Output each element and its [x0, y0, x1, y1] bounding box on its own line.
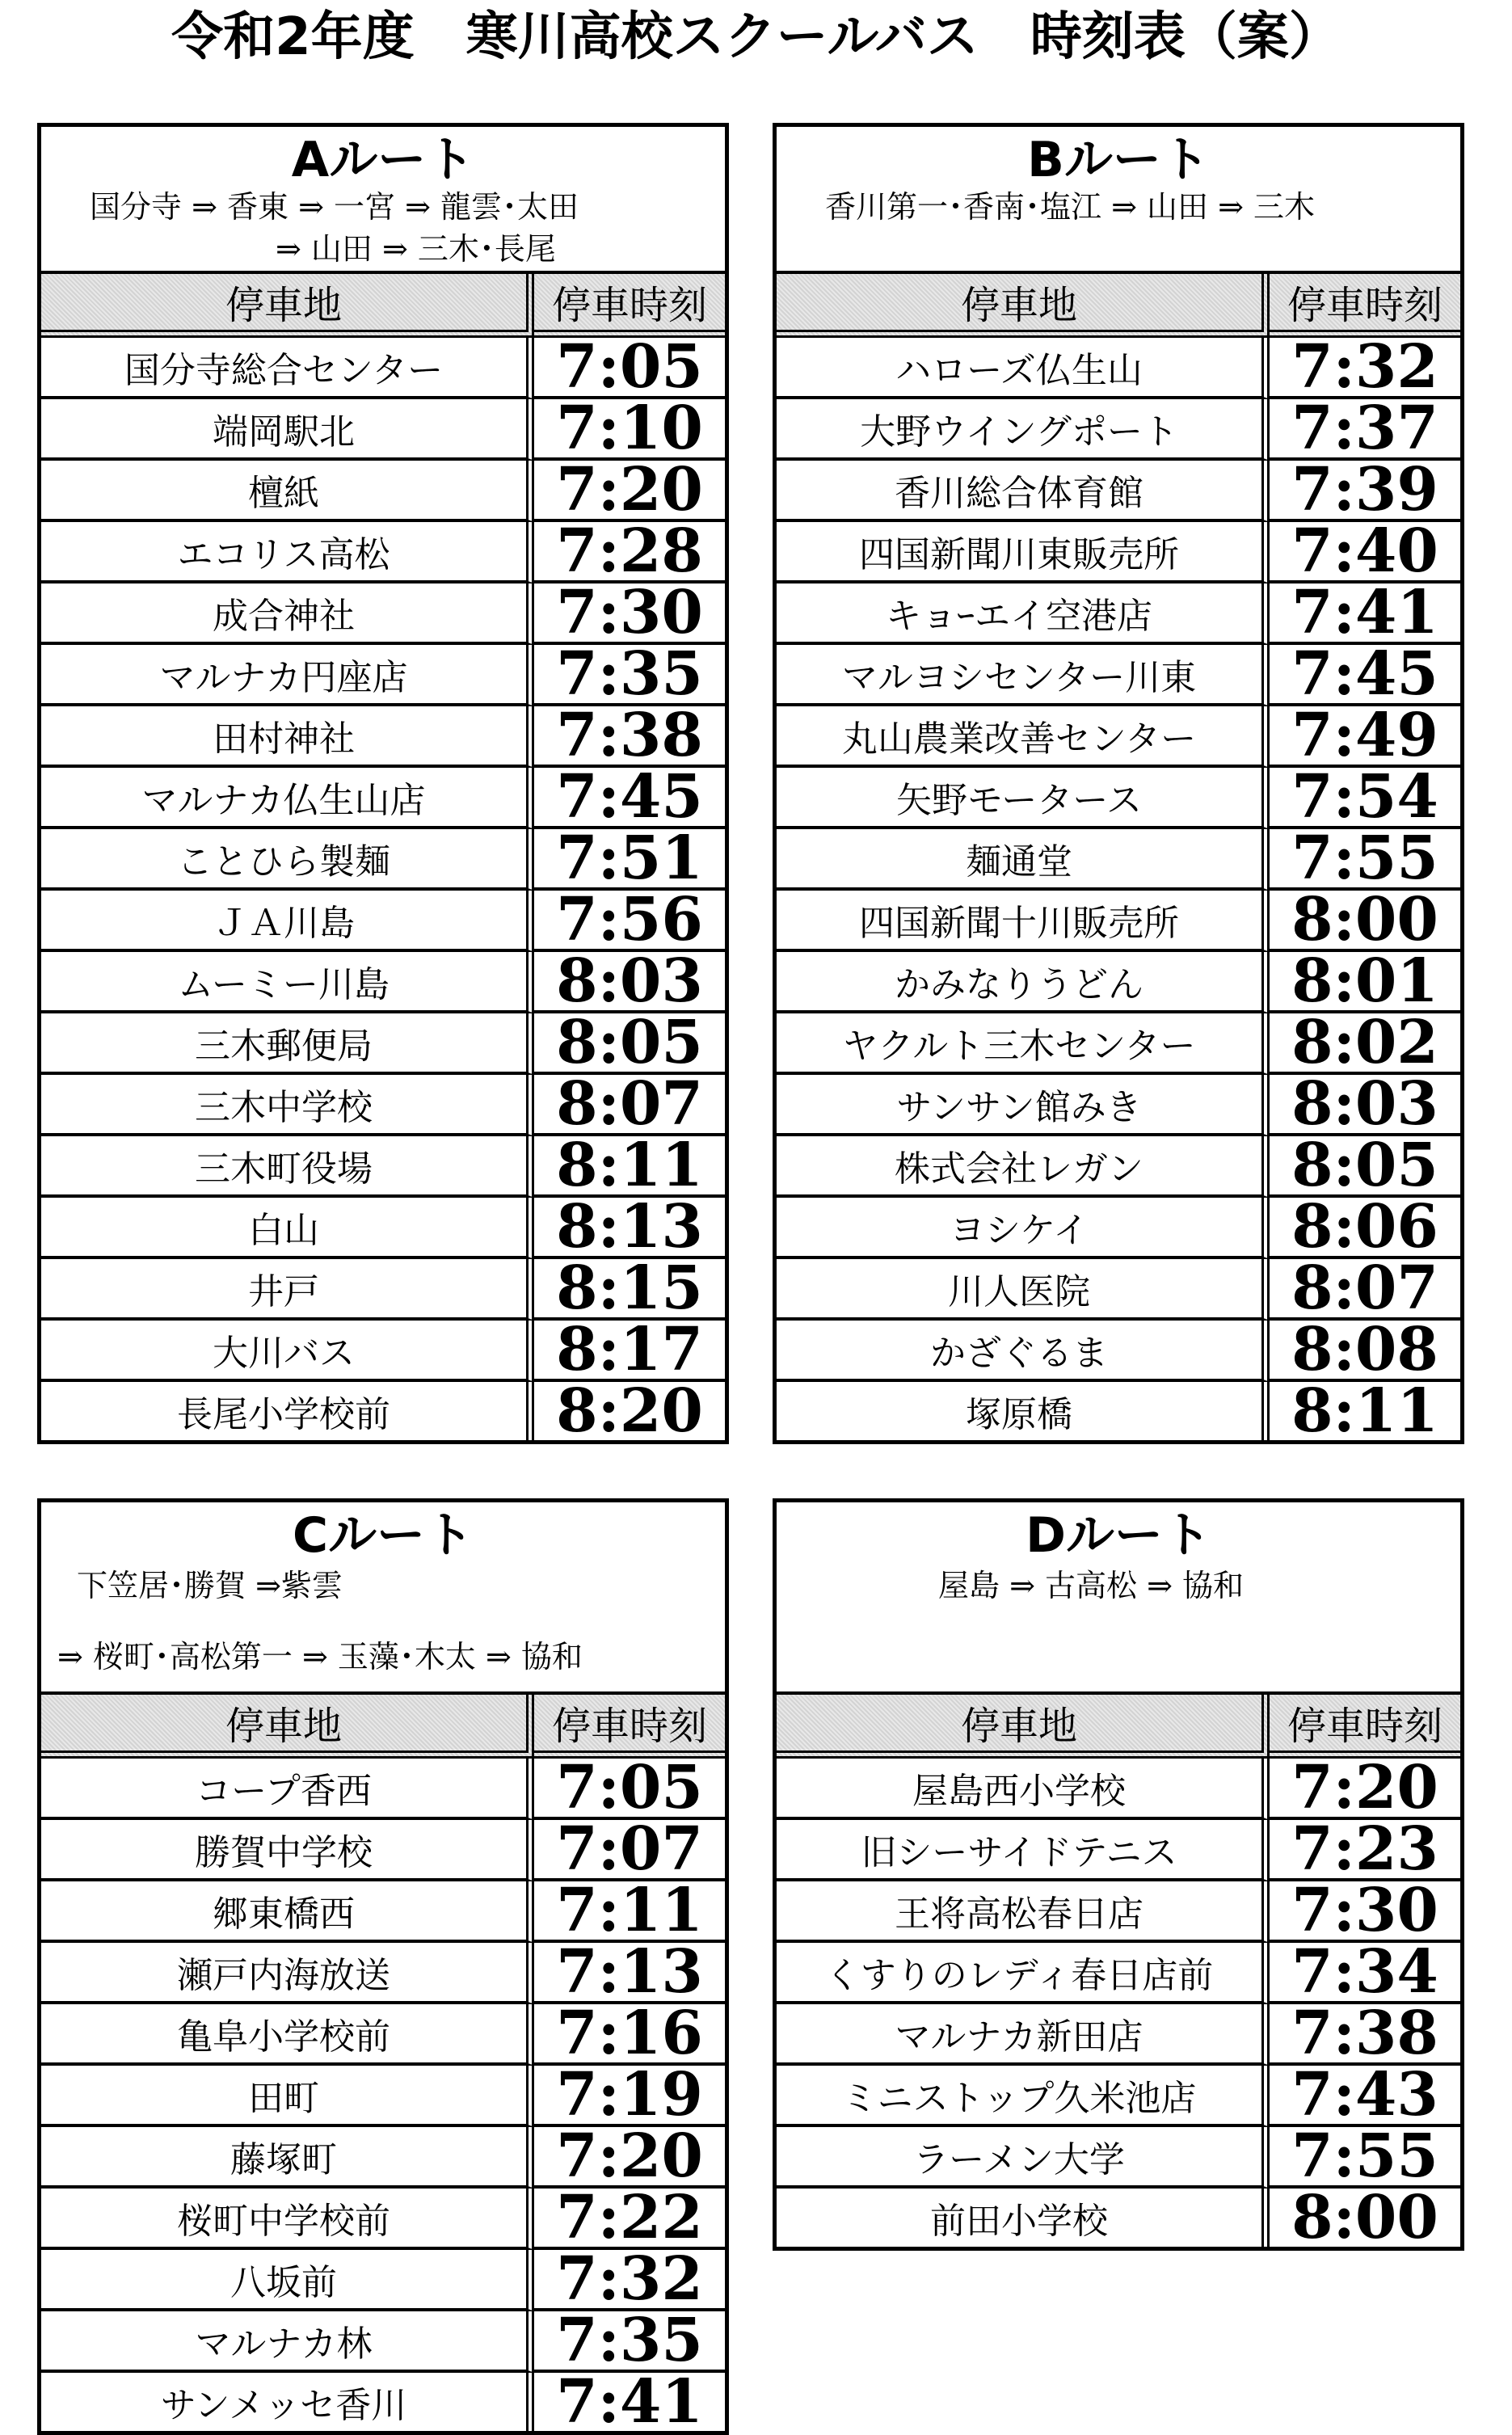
table-row: [41, 338, 725, 399]
stop-name: 大野ウイングポート: [777, 399, 1270, 461]
stop-name: ことひら製麺: [41, 829, 534, 891]
table-row: [777, 1075, 1460, 1136]
table-row: [777, 2127, 1460, 2189]
stop-time: 7:38: [1270, 2004, 1460, 2066]
table-row: [41, 768, 725, 829]
table-row: [777, 1382, 1460, 1440]
stop-time: 8:00: [1291, 2189, 1438, 2247]
stop-time: 7:22: [534, 2189, 725, 2250]
stop-time: 7:07: [534, 1820, 725, 1881]
table-row: [777, 461, 1460, 522]
stop-time: 8:13: [534, 1198, 725, 1259]
stop-name: 三木郵便局: [41, 1013, 534, 1075]
time-column-header: 停車時刻: [534, 1695, 725, 1759]
table-row: [777, 1820, 1460, 1881]
stop-time: 8:11: [534, 1136, 725, 1198]
table-row: [777, 952, 1460, 1013]
table-row: [41, 1943, 725, 2004]
stop-name: 田村神社: [41, 706, 534, 768]
table-row: [777, 1759, 1460, 1820]
stop-name: ハローズ仏生山: [777, 338, 1270, 399]
table-row: [777, 706, 1460, 768]
stop-name: キョｰエイ空港店: [777, 583, 1270, 645]
stop-time: 7:20: [1270, 1759, 1460, 1820]
stop-name: 檀紙: [41, 461, 534, 522]
stop-time: 7:55: [1270, 829, 1460, 891]
route-d-panel: [773, 1498, 1464, 2251]
stop-name: 四国新聞十川販売所: [777, 891, 1270, 952]
stop-name: 長尾小学校前: [41, 1382, 534, 1440]
stop-name: ＪＡ川島: [41, 891, 534, 952]
stop-name: 成合神社: [41, 583, 534, 645]
table-row: [41, 1321, 725, 1382]
stop-time: 7:37: [1270, 399, 1460, 461]
stop-time: 7:41: [1270, 583, 1460, 645]
stop-time: 7:54: [1270, 768, 1460, 829]
stop-name: かざぐるま: [777, 1321, 1270, 1382]
stop-name: くすりのレディ春日店前: [777, 1943, 1270, 2004]
stop-time: 8:08: [1270, 1321, 1460, 1382]
stop-time: 8:11: [1291, 1382, 1438, 1440]
stop-name: 矢野モータース: [777, 768, 1270, 829]
stop-time: 7:16: [534, 2004, 725, 2066]
stop-time: 7:45: [1270, 645, 1460, 706]
table-row: [41, 2004, 725, 2066]
stop-time: 8:02: [1270, 1013, 1460, 1075]
table-row: [41, 645, 725, 706]
stop-time: 8:06: [1270, 1198, 1460, 1259]
route-c-header: [41, 1502, 725, 1695]
time-column-header: 停車時刻: [534, 274, 725, 338]
table-row: [41, 1075, 725, 1136]
stop-column-header: 停車地: [777, 274, 1270, 338]
table-row: [41, 1198, 725, 1259]
stop-time: 7:49: [1270, 706, 1460, 768]
route-b-name: Bルート: [1027, 132, 1210, 188]
route-b-header: [777, 127, 1460, 274]
table-row: [41, 952, 725, 1013]
stop-column-header: 停車地: [41, 1695, 534, 1759]
table-row: [777, 1943, 1460, 2004]
route-d-path-line1: 屋島 ⇒ 古高松 ⇒ 協和: [938, 1568, 1244, 1603]
stop-name: 塚原橋: [777, 1382, 1270, 1440]
table-row: [41, 1136, 725, 1198]
table-row: [777, 768, 1460, 829]
table-row: [41, 891, 725, 952]
stop-time: 7:34: [1270, 1943, 1460, 2004]
stop-time: 8:20: [556, 1382, 703, 1440]
route-b-path-line1: 香川第一･香南･塩江 ⇒ 山田 ⇒ 三木: [825, 189, 1315, 225]
route-b-panel: [773, 123, 1464, 1444]
stop-name: マルナカ仏生山店: [41, 768, 534, 829]
stop-time: 7:55: [1270, 2127, 1460, 2189]
stop-time: 7:13: [534, 1943, 725, 2004]
stop-name: 大川バス: [41, 1321, 534, 1382]
table-row: [41, 2066, 725, 2127]
route-c-name: Cルート: [292, 1507, 474, 1564]
stop-time: 7:43: [1270, 2066, 1460, 2127]
stop-time: 7:05: [534, 1759, 725, 1820]
stop-time: 7:28: [534, 522, 725, 583]
stop-name: 端岡駅北: [41, 399, 534, 461]
table-row: [777, 645, 1460, 706]
stop-time: 7:30: [1270, 1881, 1460, 1943]
route-a-timetable: [41, 274, 725, 1440]
stop-time: 7:23: [1270, 1820, 1460, 1881]
route-c-path-line1: 下笠居･勝賀 ⇒紫雲: [77, 1568, 343, 1603]
stop-name: 郷東橋西: [41, 1881, 534, 1943]
table-row: [777, 2066, 1460, 2127]
stop-time: 7:32: [534, 2250, 725, 2311]
stop-name: コープ香西: [41, 1759, 534, 1820]
stop-column-header: 停車地: [777, 1695, 1270, 1759]
stop-name: サンメッセ香川: [41, 2373, 534, 2431]
route-a-name: Aルート: [291, 132, 475, 188]
table-row: [777, 399, 1460, 461]
table-row: [41, 1881, 725, 1943]
stop-name: マルナカ新田店: [777, 2004, 1270, 2066]
page-title: 令和2年度 寒川高校スクールバス 時刻表（案）: [171, 7, 1341, 67]
stop-time: 7:05: [534, 338, 725, 399]
stop-time: 7:41: [556, 2373, 703, 2431]
table-row: [41, 2189, 725, 2250]
table-row: [41, 1759, 725, 1820]
stop-name: マルナカ林: [41, 2311, 534, 2373]
stop-name: 株式会社レガン: [777, 1136, 1270, 1198]
stop-time: 8:17: [534, 1321, 725, 1382]
stop-time: 7:51: [534, 829, 725, 891]
stop-time: 8:05: [1270, 1136, 1460, 1198]
route-c-path-line2: ⇒ 桜町･高松第一 ⇒ 玉藻･木太 ⇒ 協和: [57, 1639, 583, 1675]
stop-name: 丸山農業改善センター: [777, 706, 1270, 768]
stop-name: ムーミー川島: [41, 952, 534, 1013]
table-row: [777, 583, 1460, 645]
time-column-header: 停車時刻: [1270, 274, 1460, 338]
table-row: [777, 1198, 1460, 1259]
stop-time: 8:00: [1270, 891, 1460, 952]
stop-time: 7:10: [534, 399, 725, 461]
table-row: [41, 829, 725, 891]
stop-time: 7:39: [1270, 461, 1460, 522]
stop-name: エコリス高松: [41, 522, 534, 583]
route-d-name: Dルート: [1026, 1507, 1211, 1564]
table-row: [777, 522, 1460, 583]
table-row: [41, 583, 725, 645]
stop-name: 藤塚町: [41, 2127, 534, 2189]
stop-name: ラーメン大学: [777, 2127, 1270, 2189]
stop-time: 7:19: [534, 2066, 725, 2127]
route-b-timetable: [777, 274, 1460, 1440]
route-c-panel: [37, 1498, 729, 2435]
table-row: [41, 1820, 725, 1881]
stop-name: 亀阜小学校前: [41, 2004, 534, 2066]
stop-time: 7:35: [534, 645, 725, 706]
table-row: [777, 1321, 1460, 1382]
stop-name: 王将高松春日店: [777, 1881, 1270, 1943]
stop-name: かみなりうどん: [777, 952, 1270, 1013]
route-a-header: [41, 127, 725, 274]
stop-name: ヨシケイ: [777, 1198, 1270, 1259]
stop-name: 白山: [41, 1198, 534, 1259]
stop-name: サンサン館みき: [777, 1075, 1270, 1136]
stop-name: マルヨシセンター川東: [777, 645, 1270, 706]
table-row: [41, 461, 725, 522]
route-a-path-line1: 国分寺 ⇒ 香東 ⇒ 一宮 ⇒ 龍雲･太田: [90, 189, 579, 225]
table-row: [777, 891, 1460, 952]
stop-name: 田町: [41, 2066, 534, 2127]
stop-name: 三木町役場: [41, 1136, 534, 1198]
stop-time: 7:32: [1270, 338, 1460, 399]
table-row: [41, 1013, 725, 1075]
table-row: [41, 2127, 725, 2189]
stop-time: 8:07: [534, 1075, 725, 1136]
table-row: [41, 1382, 725, 1440]
table-row: [41, 706, 725, 768]
stop-name: 四国新聞川東販売所: [777, 522, 1270, 583]
stop-time: 7:45: [534, 768, 725, 829]
table-row: [777, 829, 1460, 891]
stop-time: 8:01: [1270, 952, 1460, 1013]
stop-time: 7:20: [534, 2127, 725, 2189]
stop-name: 瀬戸内海放送: [41, 1943, 534, 2004]
stop-name: 国分寺総合センター: [41, 338, 534, 399]
route-a-path-line2: ⇒ 山田 ⇒ 三木･長尾: [276, 231, 556, 267]
stop-column-header: 停車地: [41, 274, 534, 338]
table-row: [41, 2373, 725, 2431]
table-row: [777, 1136, 1460, 1198]
stop-time: 8:03: [1270, 1075, 1460, 1136]
table-row: [777, 1013, 1460, 1075]
table-row: [41, 2250, 725, 2311]
stop-name: 三木中学校: [41, 1075, 534, 1136]
stop-name: 前田小学校: [777, 2189, 1270, 2247]
stop-name: 香川総合体育館: [777, 461, 1270, 522]
stop-name: ミニストップ久米池店: [777, 2066, 1270, 2127]
stop-time: 8:03: [534, 952, 725, 1013]
stop-time: 7:40: [1270, 522, 1460, 583]
stop-name: 屋島西小学校: [777, 1759, 1270, 1820]
table-row: [41, 399, 725, 461]
stop-time: 7:56: [534, 891, 725, 952]
stop-name: 麺通堂: [777, 829, 1270, 891]
table-row: [41, 2311, 725, 2373]
table-row: [41, 522, 725, 583]
stop-time: 7:30: [534, 583, 725, 645]
stop-name: 旧シーサイドテニス: [777, 1820, 1270, 1881]
route-a-panel: [37, 123, 729, 1444]
route-d-timetable: [777, 1695, 1460, 2247]
stop-name: マルナカ円座店: [41, 645, 534, 706]
stop-time: 7:11: [534, 1881, 725, 1943]
table-row: [777, 338, 1460, 399]
table-row: [777, 2004, 1460, 2066]
stop-time: 7:20: [534, 461, 725, 522]
table-row: [777, 2189, 1460, 2247]
stop-name: 桜町中学校前: [41, 2189, 534, 2250]
stop-time: 8:07: [1270, 1259, 1460, 1321]
stop-name: 八坂前: [41, 2250, 534, 2311]
stop-time: 8:05: [534, 1013, 725, 1075]
stop-time: 8:15: [534, 1259, 725, 1321]
table-row: [41, 1259, 725, 1321]
stop-time: 7:35: [534, 2311, 725, 2373]
stop-name: ヤクルト三木センター: [777, 1013, 1270, 1075]
time-column-header: 停車時刻: [1270, 1695, 1460, 1759]
route-c-timetable: [41, 1695, 725, 2431]
stop-name: 井戸: [41, 1259, 534, 1321]
stop-time: 7:38: [534, 706, 725, 768]
stop-name: 川人医院: [777, 1259, 1270, 1321]
table-row: [777, 1881, 1460, 1943]
stop-name: 勝賀中学校: [41, 1820, 534, 1881]
route-d-header: [777, 1502, 1460, 1695]
table-row: [777, 1259, 1460, 1321]
